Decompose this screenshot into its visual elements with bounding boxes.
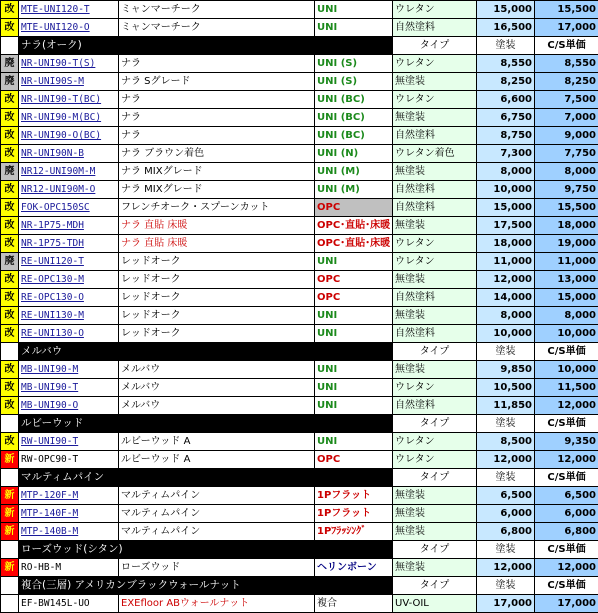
status-badge: 廃 (1, 73, 19, 91)
product-code-link[interactable]: MB-UNI90-O (19, 397, 119, 415)
group-title: メルバウ (19, 343, 393, 361)
product-type: UNI (315, 19, 393, 37)
product-code-link[interactable]: NR12-UNI90M-O (19, 181, 119, 199)
price-new: 6,000 (535, 505, 598, 523)
table-row (1, 487, 598, 505)
price-old: 11,000 (477, 253, 535, 271)
status-badge: 改 (1, 145, 19, 163)
column-header-price: C/S単価 (535, 541, 598, 559)
product-name: ナラ Sグレード (119, 73, 315, 91)
finish-type: 自然塗料 (393, 181, 477, 199)
product-name: ナラ (119, 91, 315, 109)
group-title: マルティムパイン (19, 469, 393, 487)
product-name: ナラ (119, 127, 315, 145)
price-new: 8,000 (535, 163, 598, 181)
status-badge: 改 (1, 19, 19, 37)
table-row (1, 289, 598, 307)
table-row (1, 505, 598, 523)
status-badge: 新 (1, 559, 19, 577)
table-row (1, 271, 598, 289)
column-header-price: C/S単価 (535, 469, 598, 487)
product-name: レッドオーク (119, 253, 315, 271)
column-header-type: タイプ (393, 415, 477, 433)
product-code-link[interactable]: NR12-UNI90M-M (19, 163, 119, 181)
status-badge: 廃 (1, 163, 19, 181)
table-row (1, 127, 598, 145)
product-name: ナラ MIXグレード (119, 181, 315, 199)
product-type: OPC (315, 451, 393, 469)
product-name: マルティムパイン (119, 487, 315, 505)
table-row (1, 397, 598, 415)
product-name: メルバウ (119, 379, 315, 397)
price-old: 12,000 (477, 451, 535, 469)
product-type: UNI (315, 397, 393, 415)
finish-type: ウレタン (393, 451, 477, 469)
product-type: UNI (S) (315, 55, 393, 73)
finish-type: 無塗装 (393, 73, 477, 91)
group-header-row (1, 343, 598, 361)
product-type: UNI (315, 253, 393, 271)
status-badge: 新 (1, 523, 19, 541)
price-new: 19,000 (535, 235, 598, 253)
finish-type: 自然塗料 (393, 325, 477, 343)
product-name: レッドオーク (119, 307, 315, 325)
group-header-row (1, 415, 598, 433)
product-code-link[interactable]: RE-UNI130-O (19, 325, 119, 343)
price-old: 12,000 (477, 559, 535, 577)
table-row (1, 451, 598, 469)
product-code-link[interactable]: MB-UNI90-T (19, 379, 119, 397)
product-name: レッドオーク (119, 289, 315, 307)
finish-type: ウレタン (393, 433, 477, 451)
status-badge: 改 (1, 361, 19, 379)
price-new: 8,250 (535, 73, 598, 91)
table-row (1, 325, 598, 343)
product-name: メルバウ (119, 397, 315, 415)
table-row (1, 379, 598, 397)
group-header-marker (1, 577, 19, 595)
product-type: OPC･直貼･床暖 (315, 235, 393, 253)
column-header-price: C/S単価 (535, 415, 598, 433)
table-row (1, 19, 598, 37)
group-title: ルビーウッド (19, 415, 393, 433)
column-header-finish: 塗装 (477, 577, 535, 595)
group-header-marker (1, 469, 19, 487)
column-header-type: タイプ (393, 541, 477, 559)
price-new: 8,550 (535, 55, 598, 73)
finish-type: ウレタン着色 (393, 145, 477, 163)
status-badge: 改 (1, 271, 19, 289)
column-header-finish: 塗装 (477, 37, 535, 55)
product-code-link[interactable]: NR-1P75-MDH (19, 217, 119, 235)
product-type: UNI (315, 379, 393, 397)
product-type: UNI (M) (315, 163, 393, 181)
finish-type: 自然塗料 (393, 397, 477, 415)
product-name: マルティムパイン (119, 505, 315, 523)
finish-type: 無塗装 (393, 271, 477, 289)
table-row (1, 91, 598, 109)
price-old: 8,250 (477, 73, 535, 91)
group-title: ローズウッド(シタン) (19, 541, 393, 559)
group-header-marker (1, 343, 19, 361)
status-badge: 改 (1, 307, 19, 325)
product-name: レッドオーク (119, 271, 315, 289)
product-type: UNI (M) (315, 181, 393, 199)
status-badge: 改 (1, 91, 19, 109)
price-new: 9,350 (535, 433, 598, 451)
group-header-row (1, 541, 598, 559)
column-header-type: タイプ (393, 343, 477, 361)
product-type: UNI (315, 325, 393, 343)
column-header-finish: 塗装 (477, 541, 535, 559)
product-code-link[interactable]: MB-UNI90-M (19, 361, 119, 379)
product-code-link: RO-HB-M (19, 559, 119, 577)
status-badge: 改 (1, 397, 19, 415)
group-title: 複合(三層) アメリカンブラックウォールナット (19, 577, 393, 595)
status-badge: 改 (1, 379, 19, 397)
finish-type: 無塗装 (393, 487, 477, 505)
price-new: 11,000 (535, 253, 598, 271)
price-new: 13,000 (535, 271, 598, 289)
finish-type: ウレタン (393, 253, 477, 271)
price-new: 8,000 (535, 307, 598, 325)
column-header-type: タイプ (393, 469, 477, 487)
product-name: メルバウ (119, 361, 315, 379)
product-type: UNI (N) (315, 145, 393, 163)
product-type: UNI (315, 1, 393, 19)
column-header-price: C/S単価 (535, 577, 598, 595)
product-type: 1Pフラット (315, 505, 393, 523)
product-type: 1Pフラット (315, 487, 393, 505)
status-badge: 改 (1, 217, 19, 235)
price-new: 6,800 (535, 523, 598, 541)
product-name: EXEfloor ABウォールナット (119, 595, 315, 613)
table-row (1, 145, 598, 163)
product-name: ナラ (119, 109, 315, 127)
finish-type: 無塗装 (393, 109, 477, 127)
table-row (1, 595, 598, 613)
table-row (1, 235, 598, 253)
product-code-link[interactable]: MTP-120F-M (19, 487, 119, 505)
price-new: 18,000 (535, 217, 598, 235)
price-old: 10,500 (477, 379, 535, 397)
table-row (1, 109, 598, 127)
product-type: UNI (BC) (315, 127, 393, 145)
group-header-row (1, 37, 598, 55)
price-new: 7,000 (535, 109, 598, 127)
product-name: ナラ MIXグレード (119, 163, 315, 181)
table-row (1, 55, 598, 73)
status-badge: 改 (1, 1, 19, 19)
product-code-link: EF-BW145L-UO (19, 595, 119, 613)
price-old: 15,000 (477, 199, 535, 217)
group-header-row (1, 577, 598, 595)
product-name: ミャンマーチーク (119, 19, 315, 37)
table-row (1, 73, 598, 91)
price-new: 17,000 (535, 595, 598, 613)
price-new: 11,500 (535, 379, 598, 397)
product-type: ヘリンボーン (315, 559, 393, 577)
product-type: UNI (BC) (315, 91, 393, 109)
price-new: 15,500 (535, 1, 598, 19)
product-code-link[interactable]: NR-UNI90-O(BC) (19, 127, 119, 145)
product-name: ナラ 直貼 床暖 (119, 217, 315, 235)
group-header-row (1, 469, 598, 487)
price-old: 8,550 (477, 55, 535, 73)
finish-type: ウレタン (393, 55, 477, 73)
table-row (1, 361, 598, 379)
table-row (1, 559, 598, 577)
product-name: レッドオーク (119, 325, 315, 343)
price-new: 10,000 (535, 361, 598, 379)
finish-type: 自然塗料 (393, 289, 477, 307)
product-code-link[interactable]: NR-1P75-TDH (19, 235, 119, 253)
status-badge: 改 (1, 199, 19, 217)
finish-type: 無塗装 (393, 217, 477, 235)
product-name: ミャンマーチーク (119, 1, 315, 19)
price-new: 6,500 (535, 487, 598, 505)
finish-type: ウレタン (393, 1, 477, 19)
product-type: OPC･直貼･床暖 (315, 217, 393, 235)
table-row (1, 523, 598, 541)
product-type: UNI (S) (315, 73, 393, 91)
status-badge: 改 (1, 181, 19, 199)
price-old: 7,300 (477, 145, 535, 163)
group-header-marker (1, 37, 19, 55)
table-row (1, 433, 598, 451)
product-type: OPC (315, 271, 393, 289)
status-badge: 新 (1, 505, 19, 523)
product-code-link[interactable]: NR-UNI90S-M (19, 73, 119, 91)
table-row (1, 163, 598, 181)
price-old: 10,000 (477, 325, 535, 343)
product-type: 1Pﾌﾗｯｼﾝｸﾞ (315, 523, 393, 541)
price-old: 8,500 (477, 433, 535, 451)
finish-type: 自然塗料 (393, 19, 477, 37)
column-header-finish: 塗装 (477, 415, 535, 433)
product-type: UNI (315, 433, 393, 451)
price-old: 9,850 (477, 361, 535, 379)
product-code-link[interactable]: RE-OPC130-M (19, 271, 119, 289)
price-old: 6,000 (477, 505, 535, 523)
finish-type: 無塗装 (393, 523, 477, 541)
product-code-link[interactable]: NR-UNI90-M(BC) (19, 109, 119, 127)
product-code-link[interactable]: MTE-UNI120-O (19, 19, 119, 37)
group-header-marker (1, 415, 19, 433)
price-old: 12,000 (477, 271, 535, 289)
price-new: 9,750 (535, 181, 598, 199)
product-code-link[interactable]: NR-UNI90-T(BC) (19, 91, 119, 109)
price-old: 6,500 (477, 487, 535, 505)
group-header-marker (1, 541, 19, 559)
status-badge: 廃 (1, 55, 19, 73)
product-code-link: RW-OPC90-T (19, 451, 119, 469)
status-badge: 新 (1, 451, 19, 469)
price-new: 17,000 (535, 19, 598, 37)
product-code-link[interactable]: NR-UNI90-T(S) (19, 55, 119, 73)
price-new: 10,000 (535, 325, 598, 343)
finish-type: UV-OIL (393, 595, 477, 613)
status-badge: 新 (1, 487, 19, 505)
finish-type: 無塗装 (393, 505, 477, 523)
price-new: 12,000 (535, 451, 598, 469)
product-code-link[interactable]: NR-UNI90N-B (19, 145, 119, 163)
price-old: 6,800 (477, 523, 535, 541)
column-header-price: C/S単価 (535, 37, 598, 55)
table-row (1, 253, 598, 271)
price-old: 11,850 (477, 397, 535, 415)
price-old: 8,000 (477, 307, 535, 325)
price-old: 6,750 (477, 109, 535, 127)
column-header-finish: 塗装 (477, 469, 535, 487)
price-old: 18,000 (477, 235, 535, 253)
table-row (1, 217, 598, 235)
column-header-finish: 塗装 (477, 343, 535, 361)
price-new: 9,000 (535, 127, 598, 145)
product-code-link[interactable]: RE-UNI130-M (19, 307, 119, 325)
price-old: 8,000 (477, 163, 535, 181)
product-name: ルビーウッド A (119, 451, 315, 469)
price-old: 8,750 (477, 127, 535, 145)
status-badge: 改 (1, 235, 19, 253)
table-row (1, 181, 598, 199)
status-badge: 改 (1, 325, 19, 343)
finish-type: 自然塗料 (393, 199, 477, 217)
status-badge: 改 (1, 433, 19, 451)
product-name: ルビーウッド A (119, 433, 315, 451)
price-old: 14,000 (477, 289, 535, 307)
product-code-link[interactable]: RE-UNI120-T (19, 253, 119, 271)
finish-type: 無塗装 (393, 361, 477, 379)
status-badge: 改 (1, 289, 19, 307)
finish-type: 自然塗料 (393, 127, 477, 145)
product-type: UNI (BC) (315, 109, 393, 127)
price-old: 17,500 (477, 217, 535, 235)
price-new: 7,750 (535, 145, 598, 163)
column-header-price: C/S単価 (535, 343, 598, 361)
price-old: 6,600 (477, 91, 535, 109)
column-header-type: タイプ (393, 577, 477, 595)
price-new: 7,500 (535, 91, 598, 109)
table-row (1, 1, 598, 19)
product-code-link[interactable]: RE-OPC130-O (19, 289, 119, 307)
group-title: ナラ(オーク) (19, 37, 393, 55)
product-type: UNI (315, 307, 393, 325)
price-old: 17,000 (477, 595, 535, 613)
product-name: ローズウッド (119, 559, 315, 577)
price-old: 16,500 (477, 19, 535, 37)
product-code-link[interactable]: FOK-OPC150SC (19, 199, 119, 217)
product-name: ナラ ブラウン着色 (119, 145, 315, 163)
table-row (1, 307, 598, 325)
finish-type: ウレタン (393, 91, 477, 109)
status-badge (1, 595, 19, 613)
finish-type: ウレタン (393, 379, 477, 397)
product-code-link[interactable]: MTE-UNI120-T (19, 1, 119, 19)
price-new: 12,000 (535, 559, 598, 577)
product-code-link[interactable]: RW-UNI90-T (19, 433, 119, 451)
finish-type: 無塗装 (393, 559, 477, 577)
product-code-link[interactable]: MTP-140B-M (19, 523, 119, 541)
product-name: フレンチオーク・スプーンカット (119, 199, 315, 217)
table-row (1, 199, 598, 217)
product-name: マルティムパイン (119, 523, 315, 541)
finish-type: ウレタン (393, 235, 477, 253)
price-new: 15,500 (535, 199, 598, 217)
product-name: ナラ (119, 55, 315, 73)
product-type: OPC (315, 289, 393, 307)
product-name: ナラ 直貼 床暖 (119, 235, 315, 253)
price-new: 15,000 (535, 289, 598, 307)
finish-type: 無塗装 (393, 307, 477, 325)
status-badge: 改 (1, 127, 19, 145)
product-type: 複合 (315, 595, 393, 613)
product-type: UNI (315, 361, 393, 379)
finish-type: 無塗装 (393, 163, 477, 181)
price-old: 15,000 (477, 1, 535, 19)
product-code-link[interactable]: MTP-140F-M (19, 505, 119, 523)
column-header-type: タイプ (393, 37, 477, 55)
status-badge: 改 (1, 109, 19, 127)
price-new: 12,000 (535, 397, 598, 415)
price-old: 10,000 (477, 181, 535, 199)
product-type: OPC (315, 199, 393, 217)
status-badge: 廃 (1, 253, 19, 271)
